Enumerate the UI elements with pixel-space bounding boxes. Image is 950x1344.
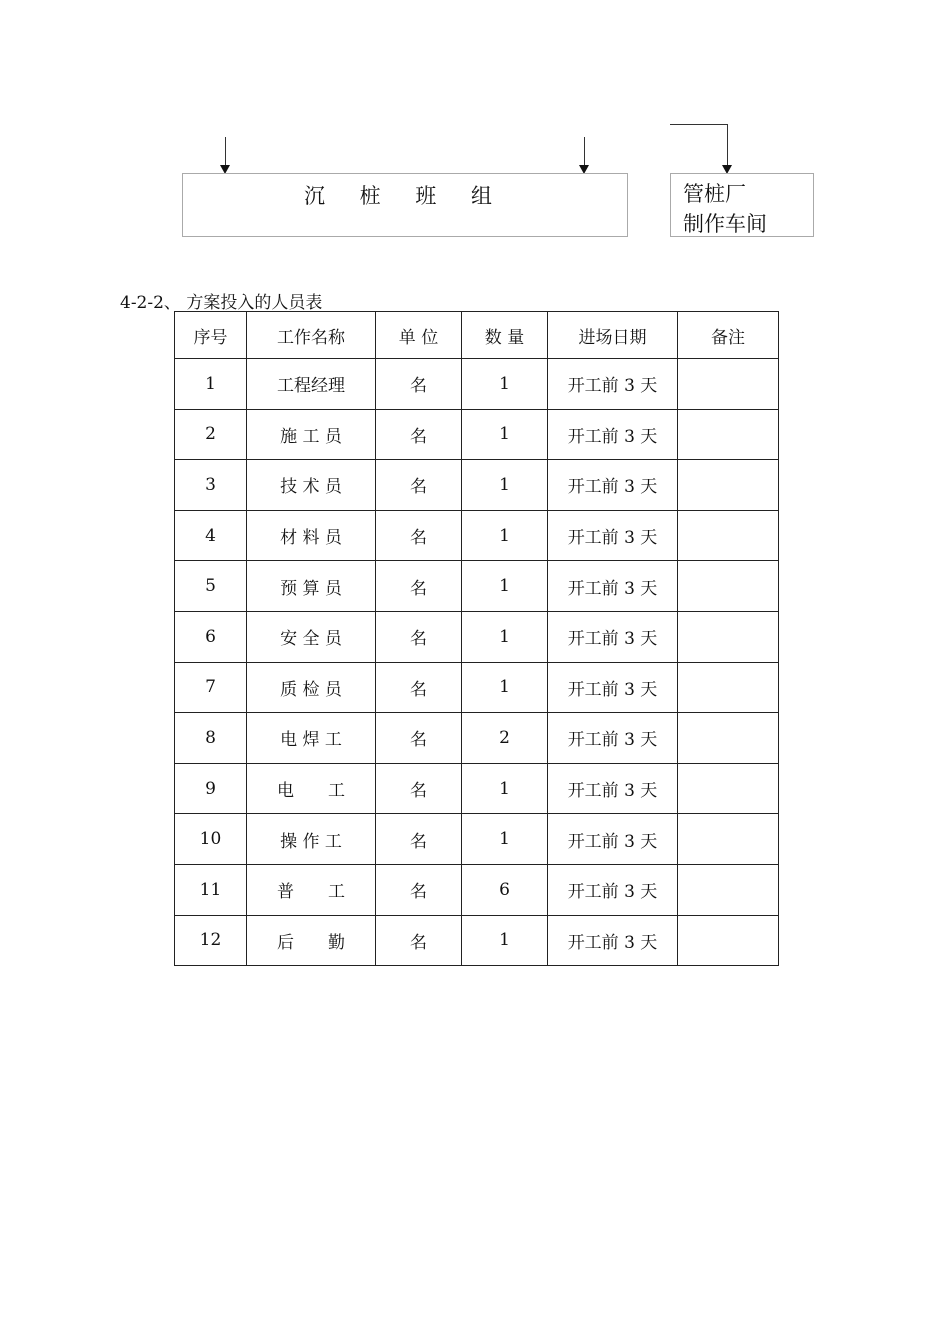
cell-index: 5: [175, 561, 247, 612]
cell-index: 9: [175, 763, 247, 814]
cell-remarks: [678, 713, 779, 764]
cell-unit: 名: [376, 510, 462, 561]
cell-quantity: 1: [462, 561, 548, 612]
table-row: [175, 359, 779, 410]
cell-quantity: 2: [462, 713, 548, 764]
table-row: [175, 662, 779, 713]
cell-index: 12: [175, 915, 247, 966]
cell-job-name: 材 料 员: [247, 510, 376, 561]
header-unit: 单 位: [376, 312, 462, 359]
cell-entry-date: 开工前 3 天: [548, 460, 678, 511]
header-remarks: 备注: [678, 312, 779, 359]
table-row: [175, 611, 779, 662]
cell-quantity: 1: [462, 460, 548, 511]
cell-remarks: [678, 460, 779, 511]
cell-remarks: [678, 510, 779, 561]
cell-index: 8: [175, 713, 247, 764]
cell-remarks: [678, 864, 779, 915]
cell-index: 11: [175, 864, 247, 915]
cell-index: 7: [175, 662, 247, 713]
cell-remarks: [678, 915, 779, 966]
header-entry-date: 进场日期: [548, 312, 678, 359]
cell-entry-date: 开工前 3 天: [548, 662, 678, 713]
cell-remarks: [678, 763, 779, 814]
cell-quantity: 1: [462, 662, 548, 713]
cell-index: 6: [175, 611, 247, 662]
cell-entry-date: 开工前 3 天: [548, 713, 678, 764]
cell-unit: 名: [376, 359, 462, 410]
cell-unit: 名: [376, 763, 462, 814]
cell-unit: 名: [376, 662, 462, 713]
cell-job-name: 普 工: [247, 864, 376, 915]
cell-unit: 名: [376, 561, 462, 612]
table-row: [175, 713, 779, 764]
cell-quantity: 1: [462, 510, 548, 561]
table-row: [175, 864, 779, 915]
cell-remarks: [678, 561, 779, 612]
cell-entry-date: 开工前 3 天: [548, 864, 678, 915]
cell-job-name: 技 术 员: [247, 460, 376, 511]
cell-entry-date: 开工前 3 天: [548, 409, 678, 460]
cell-job-name: 施 工 员: [247, 409, 376, 460]
cell-remarks: [678, 611, 779, 662]
connector-line-right: [584, 137, 585, 167]
cell-unit: 名: [376, 864, 462, 915]
cell-remarks: [678, 814, 779, 865]
cell-job-name: 电 工: [247, 763, 376, 814]
header-index: 序号: [175, 312, 247, 359]
cell-job-name: 工程经理: [247, 359, 376, 410]
cell-quantity: 6: [462, 864, 548, 915]
cell-quantity: 1: [462, 763, 548, 814]
cell-job-name: 电 焊 工: [247, 713, 376, 764]
cell-index: 3: [175, 460, 247, 511]
cell-quantity: 1: [462, 814, 548, 865]
header-job-name: 工作名称: [247, 312, 376, 359]
table-header-row: [175, 312, 779, 359]
cell-remarks: [678, 359, 779, 410]
pile-factory-box: [670, 173, 814, 237]
cell-quantity: 1: [462, 611, 548, 662]
cell-unit: 名: [376, 460, 462, 511]
cell-unit: 名: [376, 915, 462, 966]
table-row: [175, 561, 779, 612]
cell-job-name: 质 检 员: [247, 662, 376, 713]
cell-job-name: 后 勤: [247, 915, 376, 966]
cell-entry-date: 开工前 3 天: [548, 763, 678, 814]
table-row: [175, 763, 779, 814]
cell-index: 2: [175, 409, 247, 460]
cell-entry-date: 开工前 3 天: [548, 561, 678, 612]
workshop-label: 制作车间: [683, 212, 767, 236]
cell-quantity: 1: [462, 915, 548, 966]
staff-table: [174, 311, 779, 966]
sinking-team-label: 沉 桩 班 组: [303, 184, 507, 208]
cell-unit: 名: [376, 409, 462, 460]
table-row: [175, 510, 779, 561]
cell-job-name: 操 作 工: [247, 814, 376, 865]
cell-index: 10: [175, 814, 247, 865]
cell-index: 4: [175, 510, 247, 561]
cell-job-name: 预 算 员: [247, 561, 376, 612]
cell-remarks: [678, 662, 779, 713]
section-title: 4-2-2、 方案投入的人员表: [120, 293, 323, 313]
factory-label: 管桩厂: [683, 182, 746, 206]
connector-line-factory-h: [670, 124, 728, 125]
cell-entry-date: 开工前 3 天: [548, 814, 678, 865]
cell-unit: 名: [376, 814, 462, 865]
cell-entry-date: 开工前 3 天: [548, 510, 678, 561]
cell-job-name: 安 全 员: [247, 611, 376, 662]
cell-quantity: 1: [462, 359, 548, 410]
cell-unit: 名: [376, 611, 462, 662]
cell-unit: 名: [376, 713, 462, 764]
cell-entry-date: 开工前 3 天: [548, 611, 678, 662]
header-quantity: 数 量: [462, 312, 548, 359]
cell-quantity: 1: [462, 409, 548, 460]
cell-index: 1: [175, 359, 247, 410]
connector-line-factory-v: [727, 124, 728, 167]
sinking-team-box: [182, 173, 628, 237]
table-row: [175, 814, 779, 865]
table-row: [175, 460, 779, 511]
cell-remarks: [678, 409, 779, 460]
table-row: [175, 915, 779, 966]
table-row: [175, 409, 779, 460]
connector-line-left: [225, 137, 226, 167]
cell-entry-date: 开工前 3 天: [548, 915, 678, 966]
cell-entry-date: 开工前 3 天: [548, 359, 678, 410]
